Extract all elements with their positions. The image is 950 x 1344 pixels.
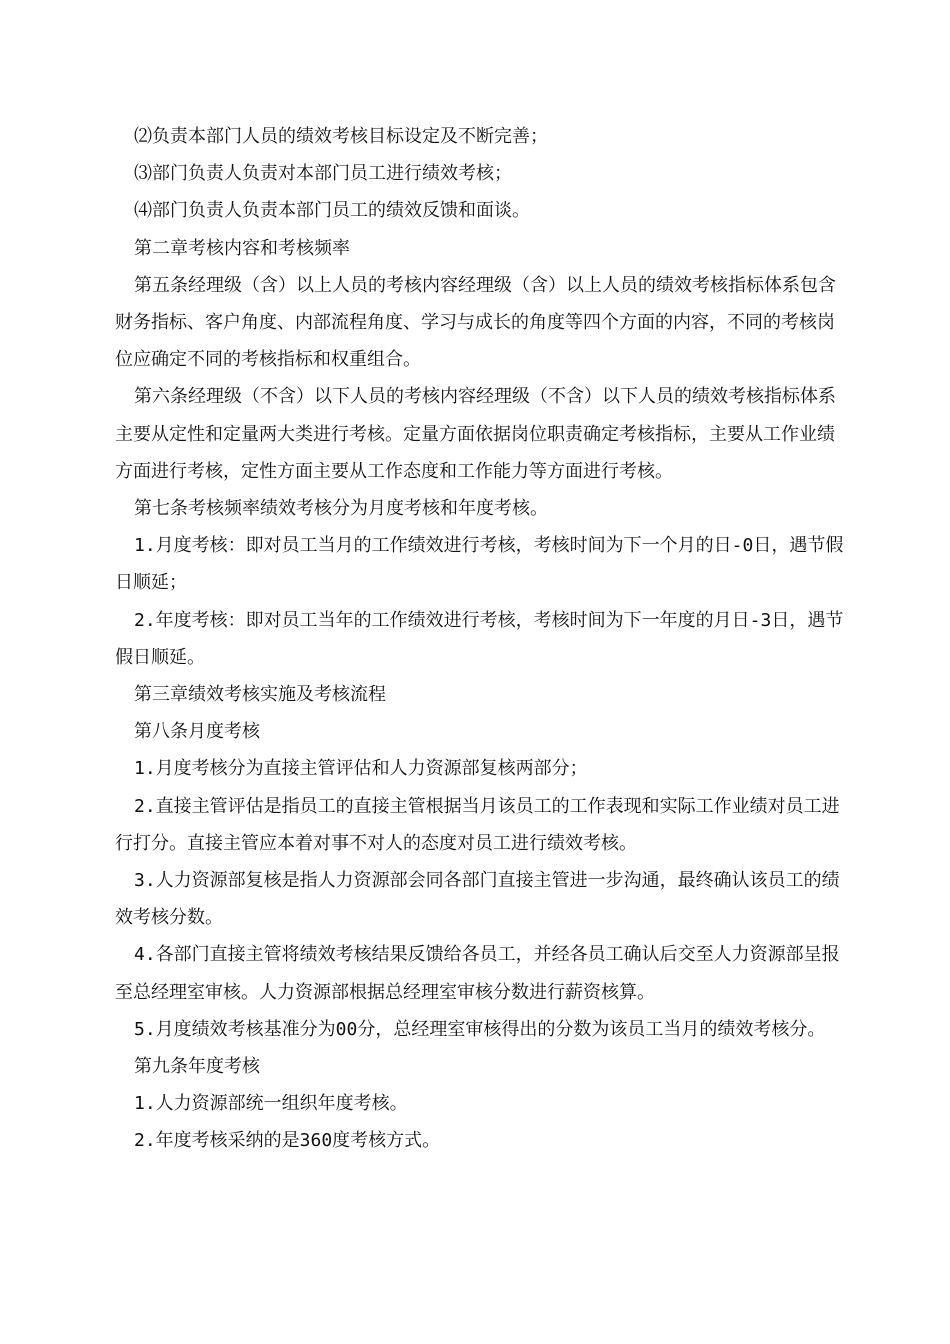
article-8-item-1: 1.月度考核分为直接主管评估和人力资源部复核两部分；	[134, 758, 588, 780]
article-8-heading: 第八条月度考核	[134, 721, 260, 743]
article-8-item-5: 5.月度绩效考核基准分为00分，总经理室审核得出的分数为该员工当月的绩效考核分。	[134, 1018, 826, 1040]
article-9-item-1: 1.人力资源部统一组织年度考核。	[134, 1093, 408, 1115]
paragraph-duty-3: ⑶部门负责人负责对本部门员工进行绩效考核；	[134, 163, 512, 185]
article-8-item-3: 3.人力资源部复核是指人力资源部会同各部门直接主管进一步沟通，最终确认该员工的绩效考核分数。	[115, 870, 840, 929]
chapter-3-heading: 第三章绩效考核实施及考核流程	[134, 684, 386, 706]
chapter-2-heading: 第二章考核内容和考核频率	[134, 237, 350, 259]
article-8-item-2: 2.直接主管评估是指员工的直接主管根据当月该员工的工作表现和实际工作业绩对员工进行打分。直接主管应本着对事不对人的态度对员工进行绩效考核。	[115, 795, 840, 854]
article-5: 第五条经理级（含）以上人员的考核内容经理级（含）以上人员的绩效考核指标体系包含财务指标、客户角度、内部流程角度、学习与成长的角度等四个方面的内容，不同的考核岗位应确定不同的考核指标和权重组合。	[115, 274, 836, 371]
paragraph-duty-2: ⑵负责本部门人员的绩效考核目标设定及不断完善；	[134, 126, 548, 147]
article-9-heading: 第九条年度考核	[134, 1056, 260, 1078]
paragraph-duty-4: ⑷部门负责人负责本部门员工的绩效反馈和面谈。	[134, 200, 530, 222]
article-9-item-2: 2.年度考核采纳的是360度考核方式。	[134, 1130, 441, 1152]
article-7-item-2: 2.年度考核：即对员工当年的工作绩效进行考核，考核时间为下一年度的月日-3日，遇节假日顺延。	[115, 609, 844, 668]
article-7: 第七条考核频率绩效考核分为月度考核和年度考核。	[134, 498, 548, 520]
article-7-item-1: 1.月度考核：即对员工当月的工作绩效进行考核，考核时间为下一个月的日-0日，遇节假日顺延；	[115, 535, 844, 594]
article-8-item-4: 4.各部门直接主管将绩效考核结果反馈给各员工，并经各员工确认后交至人力资源部呈报至总经理室审核。人力资源部根据总经理室审核分数进行薪资核算。	[115, 944, 840, 1003]
article-6: 第六条经理级（不含）以下人员的考核内容经理级（不含）以下人员的绩效考核指标体系主要从定性和定量两大类进行考核。定量方面依据岗位职责确定考核指标，主要从工作业绩方面进行考核，定性方面主要从工作态度和工作能力等方面进行考核。	[115, 386, 836, 482]
document-body	[115, 118, 845, 1160]
